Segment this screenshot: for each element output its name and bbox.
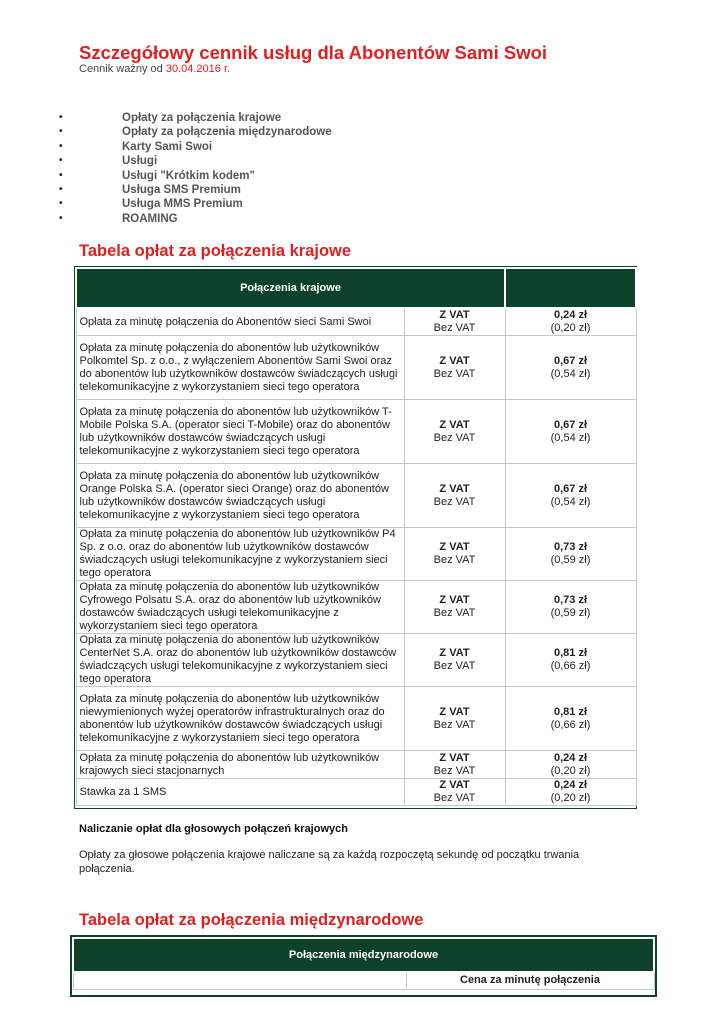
- net-price: (0,54 zł): [550, 431, 591, 444]
- vat-labels: [404, 581, 505, 634]
- international-table-header: Połączenia międzynarodowe: [73, 938, 654, 972]
- service-description: Opłata za minutę połączenia do abonentów lub użytkowników Cyfrowego Polsatu S.A. oraz do abonentów lub użytkowników dostawców świadczących usługi telekomunikacyjne z wykorzystaniem sieci tego operatora: [76, 581, 404, 634]
- table-row: [76, 581, 636, 634]
- price-values: [505, 751, 636, 779]
- table-row: [76, 779, 636, 806]
- table-row: [76, 687, 636, 751]
- net-price: (0,54 zł): [550, 367, 591, 380]
- gross-label: Z VAT: [439, 647, 470, 659]
- vat-labels: [404, 779, 505, 806]
- service-description: Opłata za minutę połączenia do abonentów lub użytkowników Orange Polska S.A. (operator sieci Orange) oraz do abonentów lub użytkowników dostawców świadczących usługi telekomunikacyjne z wykorzystaniem sieci tego operatora: [76, 464, 404, 528]
- bullet-icon: •: [59, 169, 63, 181]
- net-price: (0,20 zł): [550, 764, 591, 777]
- vat-labels: [404, 308, 505, 336]
- net-price: (0,20 zł): [550, 792, 591, 804]
- table-row: [76, 400, 636, 464]
- domestic-table-heading: Tabela opłat za połączenia krajowe: [79, 242, 352, 260]
- net-price: (0,66 zł): [550, 660, 591, 672]
- bullet-icon: •: [59, 112, 63, 123]
- nav-link[interactable]: Karty Sami Swoi: [122, 140, 213, 153]
- bullet-icon: •: [59, 198, 63, 210]
- net-label: Bez VAT: [433, 431, 476, 444]
- net-label: Bez VAT: [433, 367, 476, 380]
- gross-label: Z VAT: [439, 751, 470, 764]
- net-label: Bez VAT: [433, 322, 476, 334]
- nav-link[interactable]: Usługi: [122, 155, 158, 168]
- price-values: [505, 779, 636, 806]
- table-row: [76, 336, 636, 400]
- gross-label: Z VAT: [439, 354, 470, 367]
- nav-link[interactable]: Usługa SMS Premium: [122, 183, 241, 196]
- price-per-minute-header: Cena za minutę połączenia: [406, 972, 654, 989]
- domestic-price-table: [75, 267, 637, 806]
- gross-price: 0,73 zł: [554, 594, 588, 606]
- gross-label: Z VAT: [439, 482, 470, 495]
- net-label: Bez VAT: [433, 660, 476, 672]
- gross-label: Z VAT: [439, 309, 470, 321]
- net-price: (0,20 zł): [550, 322, 591, 334]
- net-label: Bez VAT: [433, 764, 476, 777]
- domestic-table-header-price: [505, 268, 636, 308]
- gross-label: Z VAT: [439, 779, 470, 791]
- service-description: Opłata za minutę połączenia do abonentów lub użytkowników niewymienionych wyżej operatorów infrastrukturalnych oraz do abonentów lub użytkowników dostawców świadczących usługi telekomunikacyjne z wykorzystaniem sieci tego operatora: [76, 687, 404, 751]
- net-price: (0,59 zł): [550, 607, 591, 619]
- gross-price: 0,24 zł: [554, 751, 588, 764]
- net-label: Bez VAT: [433, 718, 476, 731]
- gross-label: Z VAT: [439, 705, 470, 718]
- service-description: Opłata za minutę połączenia do Abonentów sieci Sami Swoi: [76, 308, 404, 336]
- gross-label: Z VAT: [439, 541, 470, 553]
- domestic-table-header: Połączenia krajowe: [76, 268, 505, 308]
- net-label: Bez VAT: [433, 792, 476, 804]
- bullet-icon: •: [59, 155, 63, 167]
- table-row: [76, 751, 636, 779]
- table-row: [76, 634, 636, 687]
- net-price: (0,59 zł): [550, 554, 591, 566]
- service-description: Opłata za minutę połączenia do abonentów lub użytkowników T-Mobile Polska S.A. (operator sieci T-Mobile) oraz do abonentów lub użytkowników dostawców świadczących usługi telekomunikacyjne z wykorzystaniem sieci tego operatora: [76, 400, 404, 464]
- price-values: [505, 464, 636, 528]
- service-description: Opłata za minutę połączenia do abonentów lub użytkowników CenterNet S.A. oraz do abonentów lub użytkowników dostawców świadczących usługi telekomunikacyjne z wykorzystaniem sieci tego operatora: [76, 634, 404, 687]
- price-values: [505, 528, 636, 581]
- validity-prefix: Cennik ważny od: [79, 63, 166, 75]
- nav-link[interactable]: Usługa MMS Premium: [122, 198, 243, 211]
- gross-price: 0,67 zł: [554, 418, 588, 431]
- nav-link[interactable]: Opłaty za połączenia krajowe: [122, 112, 282, 124]
- bullet-icon: •: [59, 212, 63, 224]
- table-row: [76, 464, 636, 528]
- price-values: [505, 400, 636, 464]
- gross-price: 0,67 zł: [554, 354, 588, 367]
- price-values: [505, 308, 636, 336]
- net-price: (0,66 zł): [550, 718, 591, 731]
- gross-price: 0,67 zł: [554, 482, 588, 495]
- net-label: Bez VAT: [433, 554, 476, 566]
- gross-price: 0,81 zł: [554, 705, 588, 718]
- bullet-icon: •: [59, 126, 63, 138]
- net-label: Bez VAT: [433, 607, 476, 619]
- table-row: [76, 308, 636, 336]
- table-row: [76, 528, 636, 581]
- vat-labels: [404, 528, 505, 581]
- gross-price: 0,73 zł: [554, 541, 588, 553]
- vat-labels: [404, 687, 505, 751]
- validity-date-value: 30.04.2016 r.: [165, 63, 231, 75]
- domestic-table-body: [76, 308, 636, 806]
- gross-label: Z VAT: [439, 594, 470, 606]
- price-values: [505, 687, 636, 751]
- price-values: [505, 336, 636, 400]
- vat-labels: [404, 634, 505, 687]
- vat-labels: [404, 751, 505, 779]
- nav-link[interactable]: Usługi "Krótkim kodem": [122, 169, 255, 182]
- gross-price: 0,24 zł: [554, 309, 588, 321]
- international-table-heading: Tabela opłat za połączenia międzynarodowe: [79, 911, 424, 929]
- bullet-icon: •: [59, 183, 63, 195]
- bullet-icon: •: [59, 140, 63, 152]
- nav-link[interactable]: ROAMING: [122, 212, 178, 225]
- vat-labels: [404, 464, 505, 528]
- vat-labels: [404, 400, 505, 464]
- net-label: Bez VAT: [433, 495, 476, 508]
- net-price: (0,54 zł): [550, 495, 591, 508]
- service-description: Opłata za minutę połączenia do abonentów lub użytkowników krajowych sieci stacjonarnych: [76, 751, 404, 779]
- validity-date: [79, 63, 230, 75]
- international-price-table: [72, 937, 655, 990]
- price-values: [505, 581, 636, 634]
- billing-note-text: Opłaty za głosowe połączenia krajowe naliczane są za każdą rozpoczętą sekundę od początku trwania połączenia.: [79, 849, 580, 875]
- service-description: Opłata za minutę połączenia do abonentów lub użytkowników P4 Sp. z o.o. oraz do abonentów lub użytkowników dostawców świadczących usługi telekomunikacyjne z wykorzystaniem sieci tego operatora: [76, 528, 404, 581]
- vat-labels: [404, 336, 505, 400]
- page-title: Szczegółowy cennik usług dla Abonentów Sami Swoi: [79, 42, 548, 63]
- billing-note-heading: Naliczanie opłat dla głosowych połączeń krajowych: [79, 823, 348, 835]
- service-description: Opłata za minutę połączenia do abonentów lub użytkowników Polkomtel Sp. z o.o., z wyłączeniem Abonentów Sami Swoi oraz do abonentów lub użytkowników dostawców świadczących usługi telekomunikacyjne z wykorzystaniem sieci tego operatora: [76, 336, 404, 400]
- gross-price: 0,24 zł: [554, 779, 588, 791]
- international-empty-cell: [73, 972, 406, 989]
- price-values: [505, 634, 636, 687]
- service-description: Stawka za 1 SMS: [76, 779, 404, 806]
- gross-price: 0,81 zł: [554, 647, 588, 659]
- gross-label: Z VAT: [439, 418, 470, 431]
- nav-link[interactable]: Opłaty za połączenia międzynarodowe: [122, 126, 332, 139]
